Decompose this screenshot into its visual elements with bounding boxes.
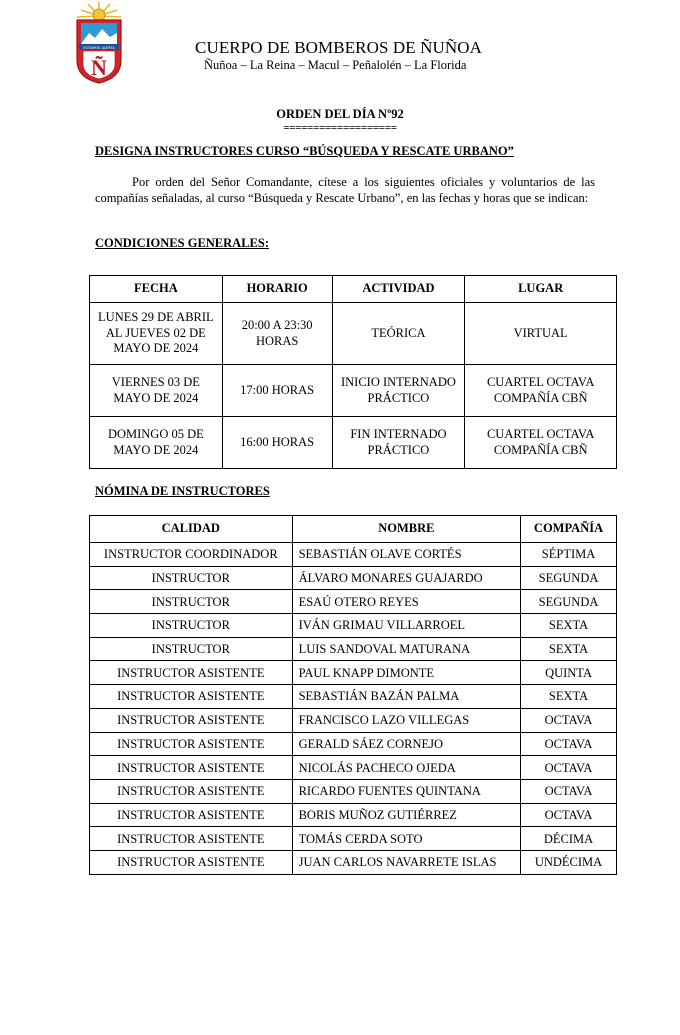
cell-nombre: IVÁN GRIMAU VILLARROEL [292,614,520,638]
table-row [90,661,617,685]
svg-text:Ñ: Ñ [91,55,107,80]
cell-fecha: DOMINGO 05 DE MAYO DE 2024 [90,417,223,469]
table-row [90,417,617,469]
cell-nombre: LUIS SANDOVAL MATURANA [292,637,520,661]
cell-nombre: BORIS MUÑOZ GUTIÉRREZ [292,803,520,827]
cell-compania: OCTAVA [521,756,617,780]
cell-nombre: GERALD SÁEZ CORNEJO [292,732,520,756]
cell-calidad: INSTRUCTOR [90,566,293,590]
cell-calidad: INSTRUCTOR ASISTENTE [90,803,293,827]
document-subject: DESIGNA INSTRUCTORES CURSO “BÚSQUEDA Y RESCATE URBANO” [95,144,514,158]
table-row [90,614,617,638]
cell-actividad: TEÓRICA [332,303,465,365]
cell-calidad: INSTRUCTOR COORDINADOR [90,543,293,567]
table-row [90,685,617,709]
table-row [90,779,617,803]
cell-calidad: INSTRUCTOR ASISTENTE [90,779,293,803]
cell-calidad: INSTRUCTOR [90,637,293,661]
column-header-nombre: NOMBRE [292,516,520,543]
cell-calidad: INSTRUCTOR ASISTENTE [90,708,293,732]
table-row [90,303,617,365]
table-row [90,637,617,661]
cell-calidad: INSTRUCTOR ASISTENTE [90,685,293,709]
organization-title: CUERPO DE BOMBEROS DE ÑUÑOA [195,38,483,57]
cell-horario: 17:00 HORAS [222,365,332,417]
column-header-calidad: CALIDAD [90,516,293,543]
column-header-fecha: FECHA [90,276,223,303]
cell-nombre: ESAÚ OTERO REYES [292,590,520,614]
table-row [90,850,617,874]
table-row [90,543,617,567]
table-header-row [90,516,617,543]
table-row [90,803,617,827]
table-row [90,566,617,590]
intro-paragraph: Por orden del Señor Comandante, cítese a los siguientes oficiales y voluntarios de las compañías señaladas, al curso “Búsqueda y Rescate Urbano”, en las fechas y horas que se indican: [95,175,595,205]
order-title: ORDEN DEL DÍA Nº92 [276,107,404,121]
cell-horario: 16:00 HORAS [222,417,332,469]
column-header-lugar: LUGAR [465,276,617,303]
cell-calidad: INSTRUCTOR [90,590,293,614]
cell-compania: UNDÉCIMA [521,850,617,874]
cell-compania: DÉCIMA [521,827,617,851]
cell-compania: SEXTA [521,637,617,661]
table-row [90,732,617,756]
table-row [90,365,617,417]
cell-nombre: SEBASTIÁN OLAVE CORTÉS [292,543,520,567]
cell-nombre: JUAN CARLOS NAVARRETE ISLAS [292,850,520,874]
cell-compania: SEGUNDA [521,590,617,614]
cell-compania: SÉPTIMA [521,543,617,567]
cell-calidad: INSTRUCTOR ASISTENTE [90,850,293,874]
cell-calidad: INSTRUCTOR ASISTENTE [90,661,293,685]
cell-compania: SEXTA [521,685,617,709]
cell-nombre: PAUL KNAPP DIMONTE [292,661,520,685]
cell-actividad: FIN INTERNADO PRÁCTICO [332,417,465,469]
section-heading-conditions: CONDICIONES GENERALES: [95,236,269,250]
table-header-row [90,276,617,303]
cell-compania: SEGUNDA [521,566,617,590]
table-row [90,590,617,614]
cell-calidad: INSTRUCTOR ASISTENTE [90,827,293,851]
column-header-horario: HORARIO [222,276,332,303]
table-row [90,827,617,851]
cell-horario: 20:00 A 23:30 HORAS [222,303,332,365]
fire-brigade-shield-logo [74,2,124,84]
conditions-table [89,275,617,469]
cell-nombre: RICARDO FUENTES QUINTANA [292,779,520,803]
cell-fecha: VIERNES 03 DE MAYO DE 2024 [90,365,223,417]
cell-calidad: INSTRUCTOR ASISTENTE [90,732,293,756]
cell-nombre: TOMÁS CERDA SOTO [292,827,520,851]
cell-lugar: CUARTEL OCTAVA COMPAÑÍA CBÑ [465,365,617,417]
cell-calidad: INSTRUCTOR [90,614,293,638]
cell-compania: OCTAVA [521,803,617,827]
order-title-rule: =================== [283,122,397,134]
cell-compania: SEXTA [521,614,617,638]
cell-nombre: FRANCISCO LAZO VILLEGAS [292,708,520,732]
cell-lugar: VIRTUAL [465,303,617,365]
svg-text:ESTAMOS ALERTA: ESTAMOS ALERTA [83,45,115,50]
column-header-compania: COMPAÑÍA [521,516,617,543]
cell-nombre: NICOLÁS PACHECO OJEDA [292,756,520,780]
instructors-table-body [90,543,617,875]
cell-nombre: ÁLVARO MONARES GUAJARDO [292,566,520,590]
cell-actividad: INICIO INTERNADO PRÁCTICO [332,365,465,417]
cell-fecha: LUNES 29 DE ABRIL AL JUEVES 02 DE MAYO DE 2024 [90,303,223,365]
table-row [90,756,617,780]
organization-subtitle: Ñuñoa – La Reina – Macul – Peñalolén – La Florida [204,58,467,72]
section-heading-instructors: NÓMINA DE INSTRUCTORES [95,484,270,498]
cell-compania: OCTAVA [521,708,617,732]
table-row [90,708,617,732]
cell-calidad: INSTRUCTOR ASISTENTE [90,756,293,780]
cell-lugar: CUARTEL OCTAVA COMPAÑÍA CBÑ [465,417,617,469]
cell-compania: OCTAVA [521,732,617,756]
cell-compania: QUINTA [521,661,617,685]
instructors-table [89,515,617,875]
cell-nombre: SEBASTIÁN BAZÁN PALMA [292,685,520,709]
column-header-actividad: ACTIVIDAD [332,276,465,303]
cell-compania: OCTAVA [521,779,617,803]
